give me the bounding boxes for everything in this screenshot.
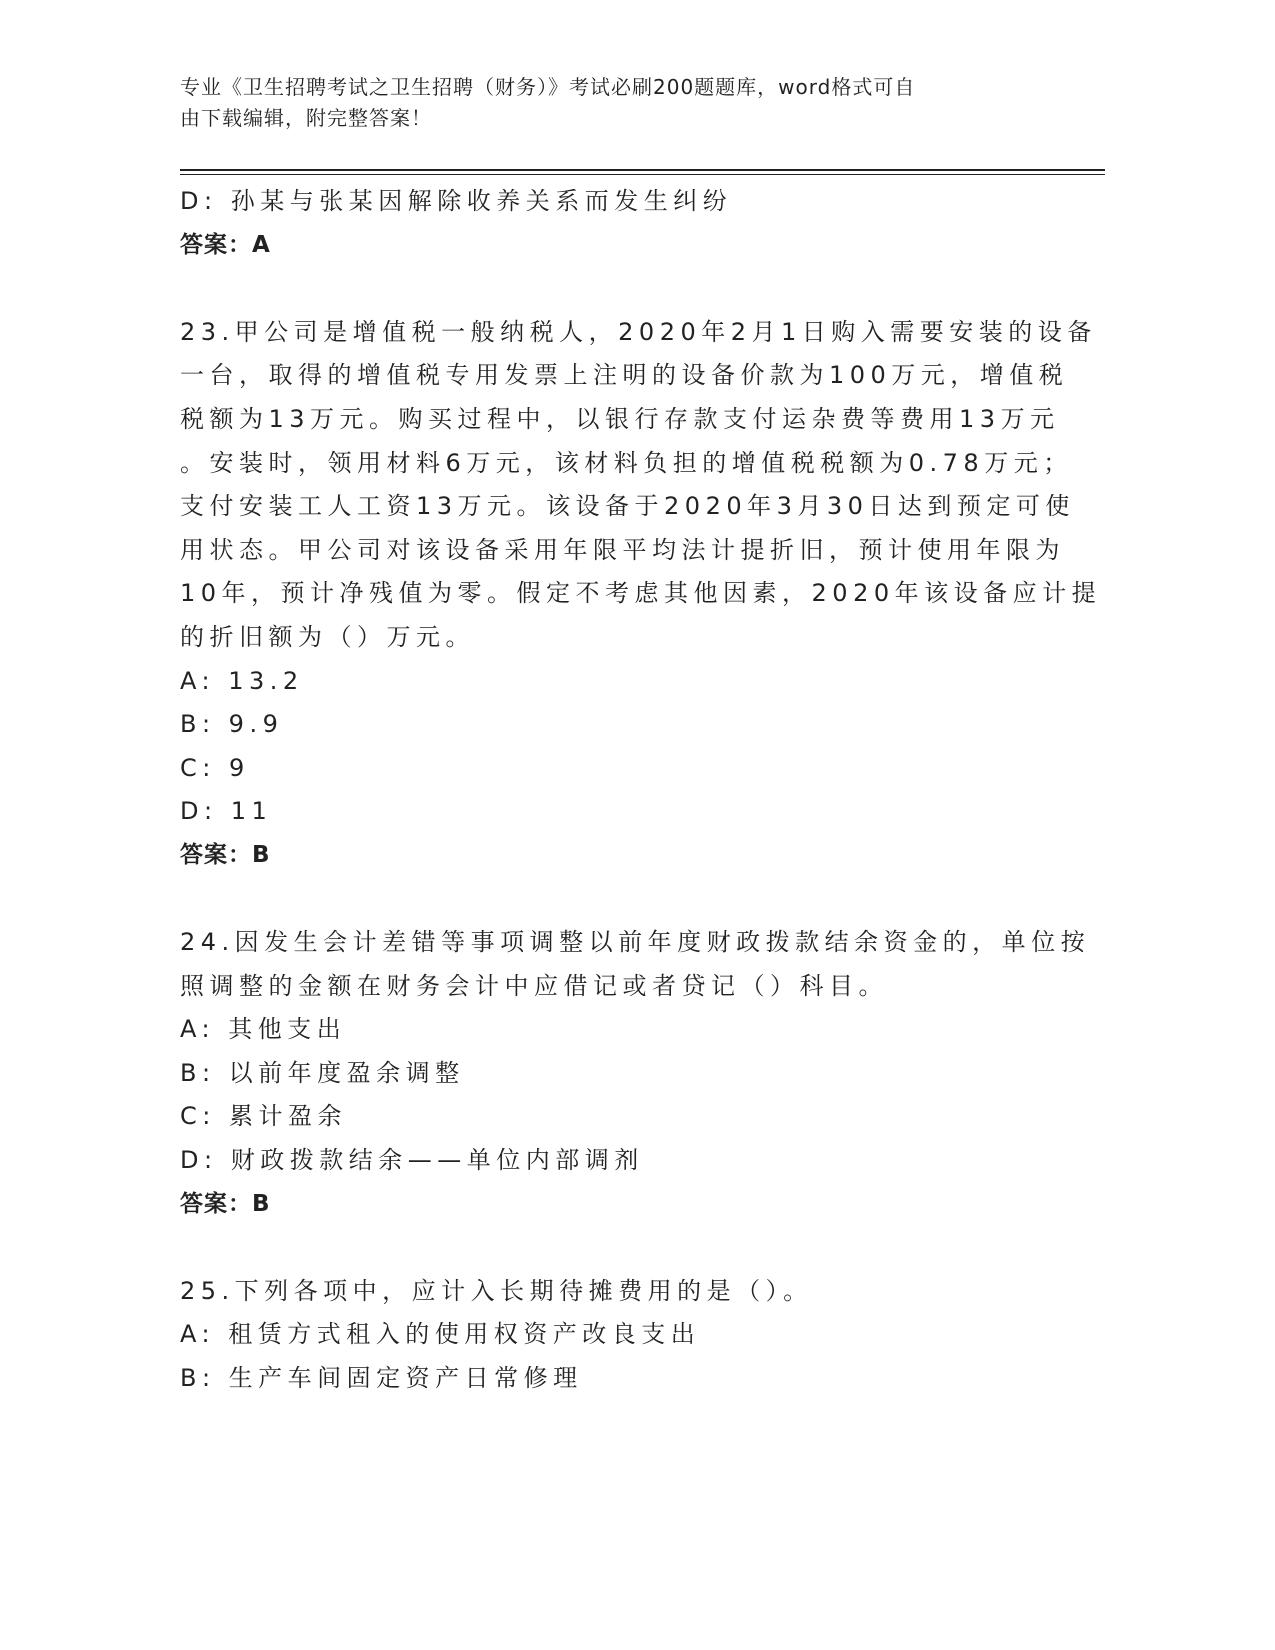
- question-stem-line: 10年，预计净残值为零。假定不考虑其他因素，2020年该设备应计提: [180, 579, 1102, 608]
- question-stem-line: 一台，取得的增值税专用发票上注明的设备价款为100万元，增值税: [180, 361, 1069, 390]
- question-stem-line: 的折旧额为（）万元。: [180, 622, 475, 651]
- header-line: 专业《卫生招聘考试之卫生招聘（财务）》考试必刷200题题库，word格式可自: [180, 75, 916, 99]
- question-stem-line: 支付安装工人工资13万元。该设备于2020年3月30日达到预定可使: [180, 492, 1075, 521]
- question-25: [180, 1270, 1080, 1401]
- question-stem-line: 用状态。甲公司对该设备采用年限平均法计提折旧，预计使用年限为: [180, 535, 1065, 564]
- document-header: [180, 72, 1080, 134]
- header-divider: [180, 174, 1105, 175]
- document-body: [180, 180, 1102, 1401]
- question-stem-line: 25.下列各项中，应计入长期待摊费用的是（）。: [180, 1276, 813, 1305]
- question-stem-line: 24.因发生会计差错等事项调整以前年度财政拨款结余资金的，单位按: [180, 928, 1091, 957]
- option-a: A: 租赁方式租入的使用权资产改良支出: [180, 1320, 701, 1349]
- option-d: D: 11: [180, 797, 273, 826]
- answer: 答案：B: [180, 1190, 271, 1217]
- question-stem-line: 税额为13万元。购买过程中，以银行存款支付运杂费等费用13万元: [180, 404, 1060, 433]
- question-stem-line: 23.甲公司是增值税一般纳税人，2020年2月1日购入需要安装的设备: [180, 317, 1097, 346]
- option-a: A: 13.2: [180, 666, 304, 695]
- header-line: 由下载编辑，附完整答案！: [180, 106, 432, 130]
- option-c: C: 累计盈余: [180, 1102, 347, 1131]
- question-23: [180, 311, 1102, 878]
- question-stem-line: 照调整的金额在财务会计中应借记或者贷记（）科目。: [180, 971, 888, 1000]
- option-d: D: 孙某与张某因解除收养关系而发生纠纷: [180, 187, 733, 215]
- question-stem-line: 。安装时，领用材料6万元，该材料负担的增值税税额为0.78万元；: [180, 448, 1073, 477]
- option-a: A: 其他支出: [180, 1015, 347, 1044]
- answer: 答案：B: [180, 841, 271, 868]
- answer: 答案：A: [180, 231, 271, 258]
- option-b: B: 9.9: [180, 710, 284, 739]
- option-c: C: 9: [180, 753, 250, 782]
- option-b: B: 以前年度盈余调整: [180, 1058, 465, 1087]
- option-b: B: 生产车间固定资产日常修理: [180, 1364, 583, 1393]
- option-d: D: 财政拨款结余——单位内部调剂: [180, 1146, 644, 1175]
- header-divider: [180, 169, 1105, 171]
- question-24: [180, 921, 1091, 1226]
